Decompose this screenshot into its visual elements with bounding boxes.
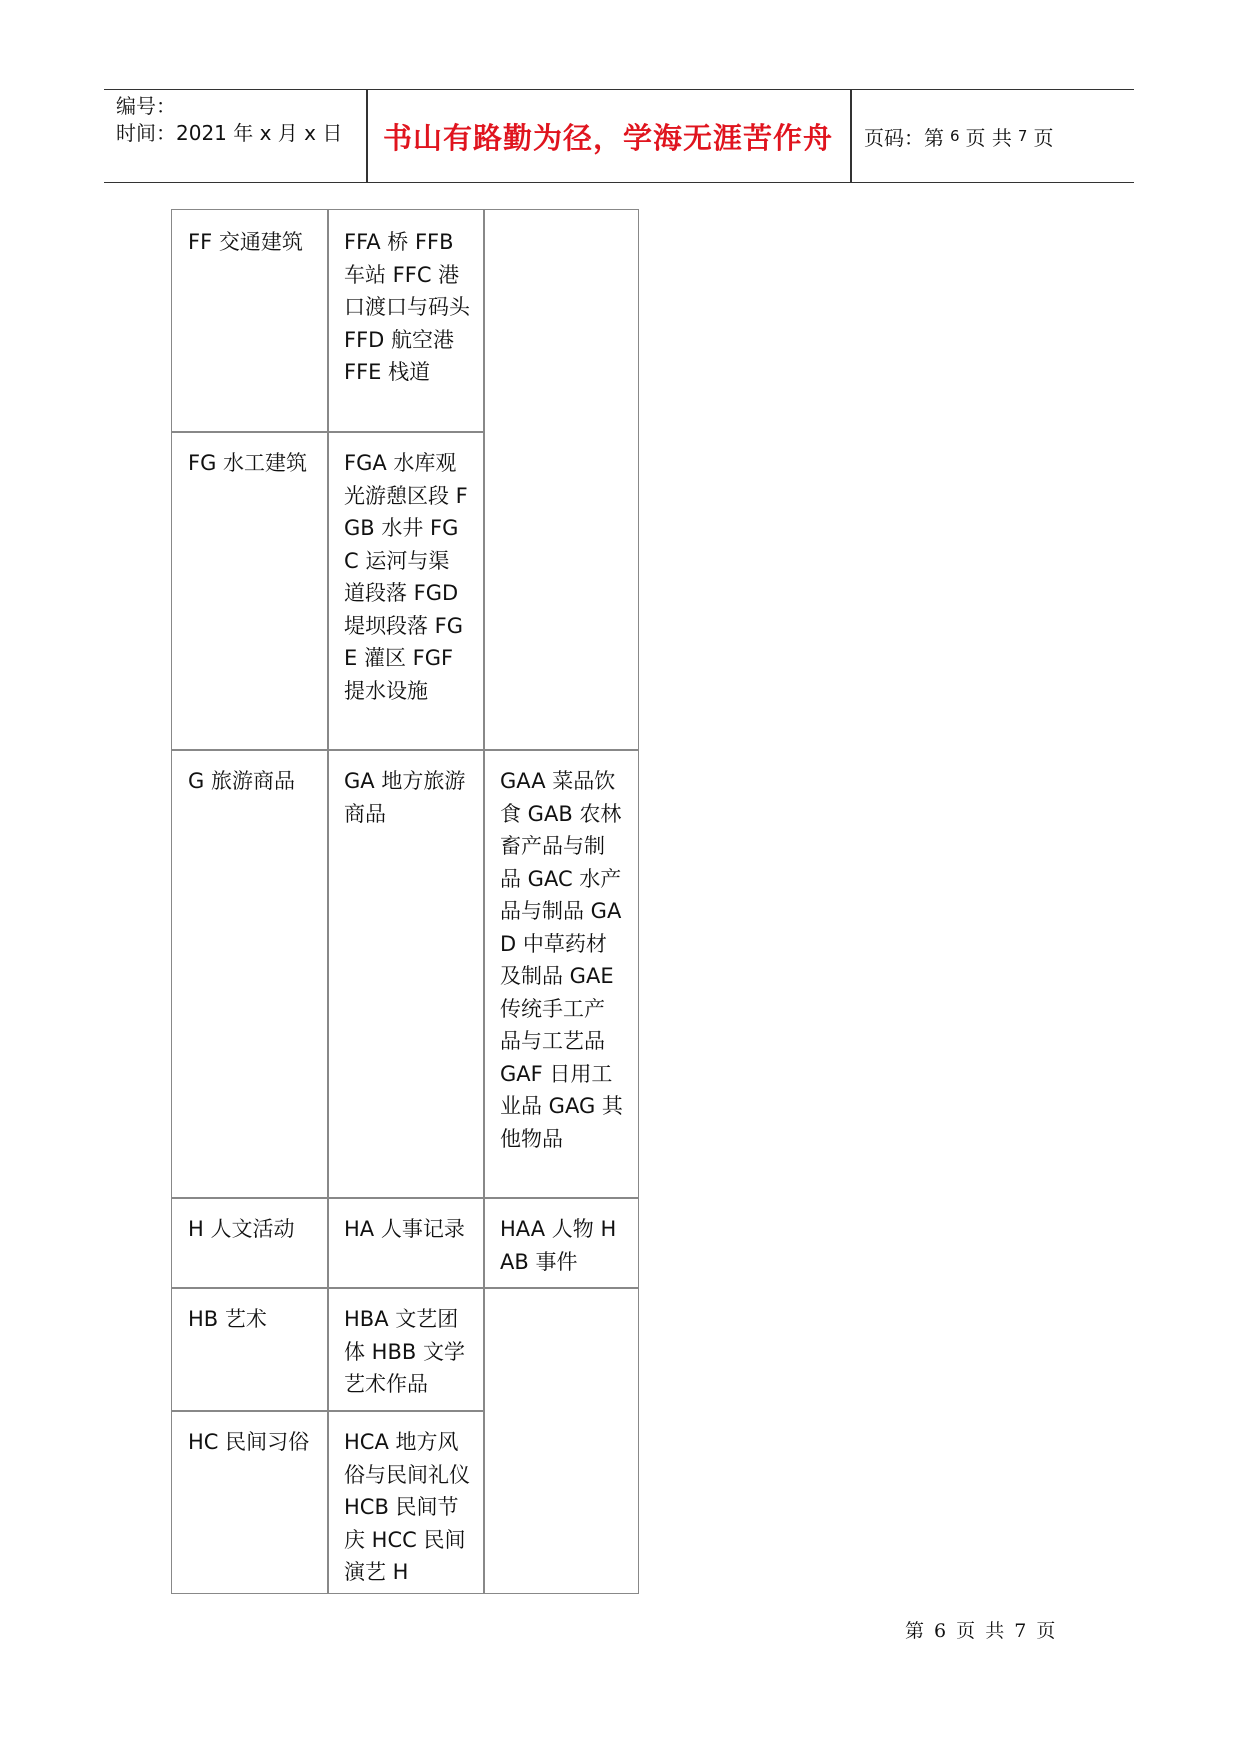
header-meta — [116, 90, 366, 182]
table-cell: H 人文活动 — [188, 1217, 295, 1241]
page-total: 7 — [1017, 127, 1028, 145]
page-footer: 第 6 页 共 7 页 — [905, 1620, 1058, 1642]
table-cell: HAA 人物 HAB 事件 — [500, 1217, 617, 1274]
page-label-mid: 页 共 — [965, 125, 1012, 150]
table-cell: HA 人事记录 — [344, 1217, 465, 1241]
header-divider — [850, 90, 852, 182]
document-number-label: 编号： — [116, 94, 176, 118]
header-page-info — [864, 90, 1124, 182]
classification-table — [171, 209, 639, 1594]
table-cell: FF 交通建筑 — [188, 230, 303, 254]
table-cell: HC 民间习俗 — [188, 1430, 310, 1454]
table-cell: FFA 桥 FFB 车站 FFC 港口渡口与码头 FFD 航空港 FFE 栈道 — [344, 230, 470, 384]
page-header — [104, 89, 1134, 183]
table-cell: G 旅游商品 — [188, 769, 295, 793]
table-cell: FG 水工建筑 — [188, 451, 308, 475]
table-cell: GA 地方旅游商品 — [344, 769, 466, 826]
header-motto: 书山有路勤为径，学海无涯苦作舟 — [382, 120, 833, 155]
table-cell: HB 艺术 — [188, 1307, 267, 1331]
table-cell: GAA 菜品饮食 GAB 农林畜产品与制品 GAC 水产品与制品 GAD 中草药材及制品 GAE 传统手工产品与工艺品 GAF 日用工业品 GAG 其他物品 — [500, 769, 623, 1151]
page-label-suffix: 页 — [1033, 125, 1054, 150]
table-cell: FGA 水库观光游憩区段 FGB 水井 FGC 运河与渠道段落 FGD 堤坝段落 FGE 灌区 FGF 提水设施 — [344, 451, 468, 703]
table-cell: HBA 文艺团体 HBB 文学艺术作品 — [344, 1307, 465, 1396]
page-label-prefix: 页码：第 — [864, 125, 944, 150]
page-current: 6 — [950, 127, 960, 145]
document-time-label: 时间：2021 年 x 月 x 日 — [116, 121, 343, 145]
table-cell: HCA 地方风俗与民间礼仪 HCB 民间节庆 HCC 民间演艺 H — [344, 1430, 470, 1584]
